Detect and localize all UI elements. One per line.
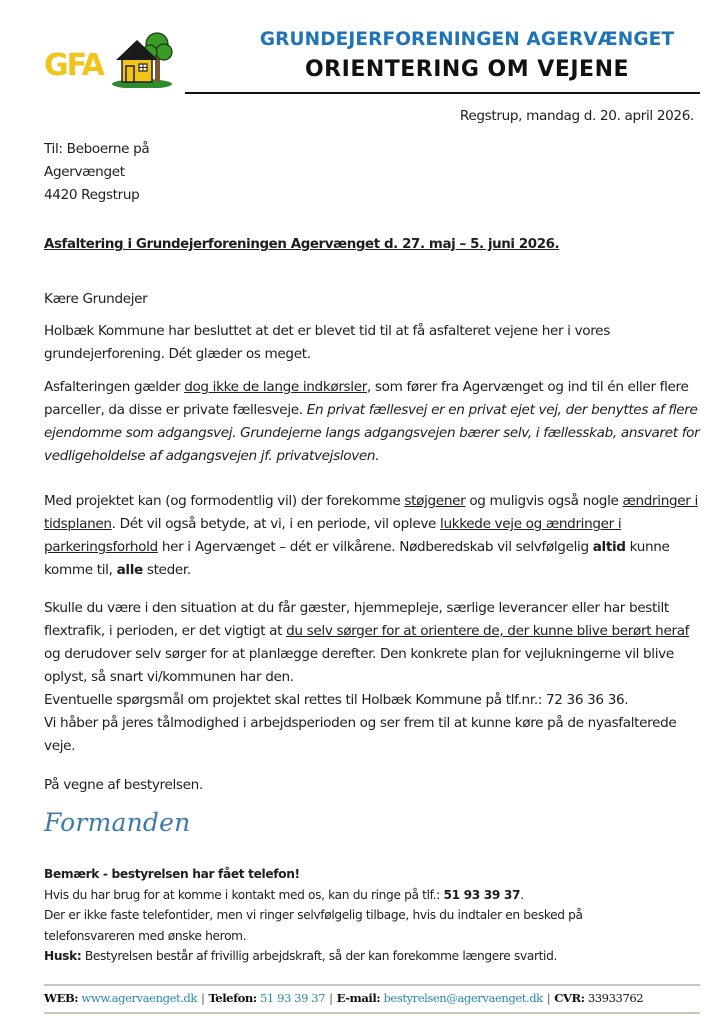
gfa-logo — [44, 26, 174, 88]
p3-text-c: . Dét vil også betyde, at vi, i en periode, vil opleve — [111, 516, 441, 532]
p3-text-d: her i Agervænget – dét er vilkårene. Nødberedskab vil selvfølgelig — [157, 539, 593, 555]
footer-cvr-value: 33933762 — [587, 991, 644, 1005]
phone-note — [44, 864, 704, 967]
p2-italic-definition: En privat fællesvej er en privat ejet vej, der benyttes af flere ejendomme som adgangsvej. Grundejerne langs adgangsvejen bærer selv, i fællesskab, ansvaret for vedligeholdelse af adgangsvejen jf. privatvejsloven. — [44, 402, 700, 464]
signature: Formanden — [44, 808, 191, 837]
paragraph-1: Holbæk Kommune har besluttet at det er blevet tid til at få asfalteret vejene her i vores grundejerforening. Dét glæder os meget. — [44, 323, 610, 362]
p3-underline-2: ændringer i tidsplanen — [44, 493, 698, 532]
p3-text-b: og muligvis også nogle — [465, 493, 623, 509]
note-line-2: Der er ikke faste telefontider, men vi ringer selvfølgelig tilbage, hvis du indtaler en besked på telefonsvareren med ønske herom. — [44, 908, 583, 943]
address-line-1: Til: Beboerne på — [44, 141, 150, 157]
footer-email-link[interactable]: bestyrelsen@agervaenget.dk — [383, 991, 543, 1005]
footer-email-label: E-mail: — [336, 991, 381, 1005]
note-husk-text: Bestyrelsen består af frivillig arbejdskraft, så der kan forekomme længere svartid. — [81, 949, 557, 963]
footer-rule-top — [44, 984, 700, 986]
footer-cvr-label: CVR: — [554, 991, 585, 1005]
p2-text-b: , som fører fra Agervænget og ind til én eller flere parceller, da disse er private fællesveje. — [44, 379, 689, 418]
p3-text-a: Med projektet kan (og formodentlig vil) der forekomme — [44, 493, 405, 509]
footer-web-label: WEB: — [44, 991, 79, 1005]
address-line-3: 4420 Regstrup — [44, 187, 140, 203]
footer-separator: | — [200, 991, 205, 1005]
paragraph-3 — [44, 490, 704, 582]
note-phone-number: 51 93 39 37 — [443, 887, 521, 902]
p5-line-2: Vi håber på jeres tålmodighed i arbejdsperioden og ser frem til at kunne køre på de nyasfalterede veje. — [44, 715, 677, 754]
p3-text-e: kunne komme til, — [44, 539, 670, 578]
footer-rule-bottom — [44, 1012, 700, 1014]
note-heading — [44, 864, 704, 885]
p2-text-a: Asfalteringen gælder — [44, 379, 185, 395]
footer-separator: | — [546, 991, 551, 1005]
p4-text-b: og derudover selv sørger for at planlægge derefter. Den konkrete plan for vejlukningerne vil blive oplyst, så snart vi/kommunen har den. — [44, 646, 674, 685]
note-line-1-end: . — [520, 887, 524, 902]
note-line-3 — [44, 946, 704, 967]
p3-underline-1: støjgener — [404, 493, 466, 509]
note-line-1-text: Hvis du har brug for at komme i kontakt med os, kan du ringe på tlf.: — [44, 887, 444, 902]
note-husk-label: Husk: — [44, 949, 82, 963]
p2-underline-1: dog ikke de lange indkørsler — [184, 379, 367, 395]
footer-phone-label: Telefon: — [208, 991, 257, 1005]
footer-contact — [44, 989, 700, 1007]
footer-web-link[interactable]: www.agervaenget.dk — [81, 991, 197, 1005]
letter-subject: Asfaltering i Grundejerforeningen Agervænget d. 27. maj – 5. juni 2026. — [44, 237, 560, 252]
p5-line-1: Eventuelle spørgsmål om projektet skal rettes til Holbæk Kommune på tlf.nr.: 72 36 36 36. — [44, 692, 629, 708]
p3-bold-1: altid — [592, 539, 626, 555]
date-line: Regstrup, mandag d. 20. april 2026. — [459, 108, 694, 124]
organization-name: GRUNDEJERFORENINGEN AGERVÆNGET — [259, 29, 675, 50]
note-line-1 — [44, 885, 704, 906]
recipient-address — [44, 138, 149, 207]
closing: På vegne af bestyrelsen. — [44, 777, 203, 793]
paragraph-2 — [44, 376, 704, 468]
paragraph-4 — [44, 597, 704, 689]
logo-text: GFA — [44, 48, 103, 83]
p3-underline-3: lukkede veje og ændringer i parkeringsforhold — [44, 516, 622, 555]
p3-bold-2: alle — [116, 562, 143, 578]
greeting: Kære Grundejer — [44, 291, 148, 307]
paragraph-5 — [44, 689, 704, 758]
p4-text-a: Skulle du være i den situation at du får gæster, hjemmepleje, særlige leverancer eller har bestilt flextrafik, i perioden, er det vigtigt at — [44, 600, 669, 639]
p3-text-f: steder. — [142, 562, 191, 578]
document-title: ORIENTERING OM VEJENE — [304, 57, 630, 82]
p4-underline-1: du selv sørger for at orientere de, der kunne blive berørt heraf — [286, 623, 690, 639]
header-divider — [185, 92, 700, 94]
footer-separator: | — [329, 991, 333, 1005]
note-heading-text: Bemærk - bestyrelsen har fået telefon! — [44, 867, 300, 881]
address-line-2: Agervænget — [44, 164, 125, 180]
footer-phone-value: 51 93 39 37 — [260, 991, 326, 1005]
